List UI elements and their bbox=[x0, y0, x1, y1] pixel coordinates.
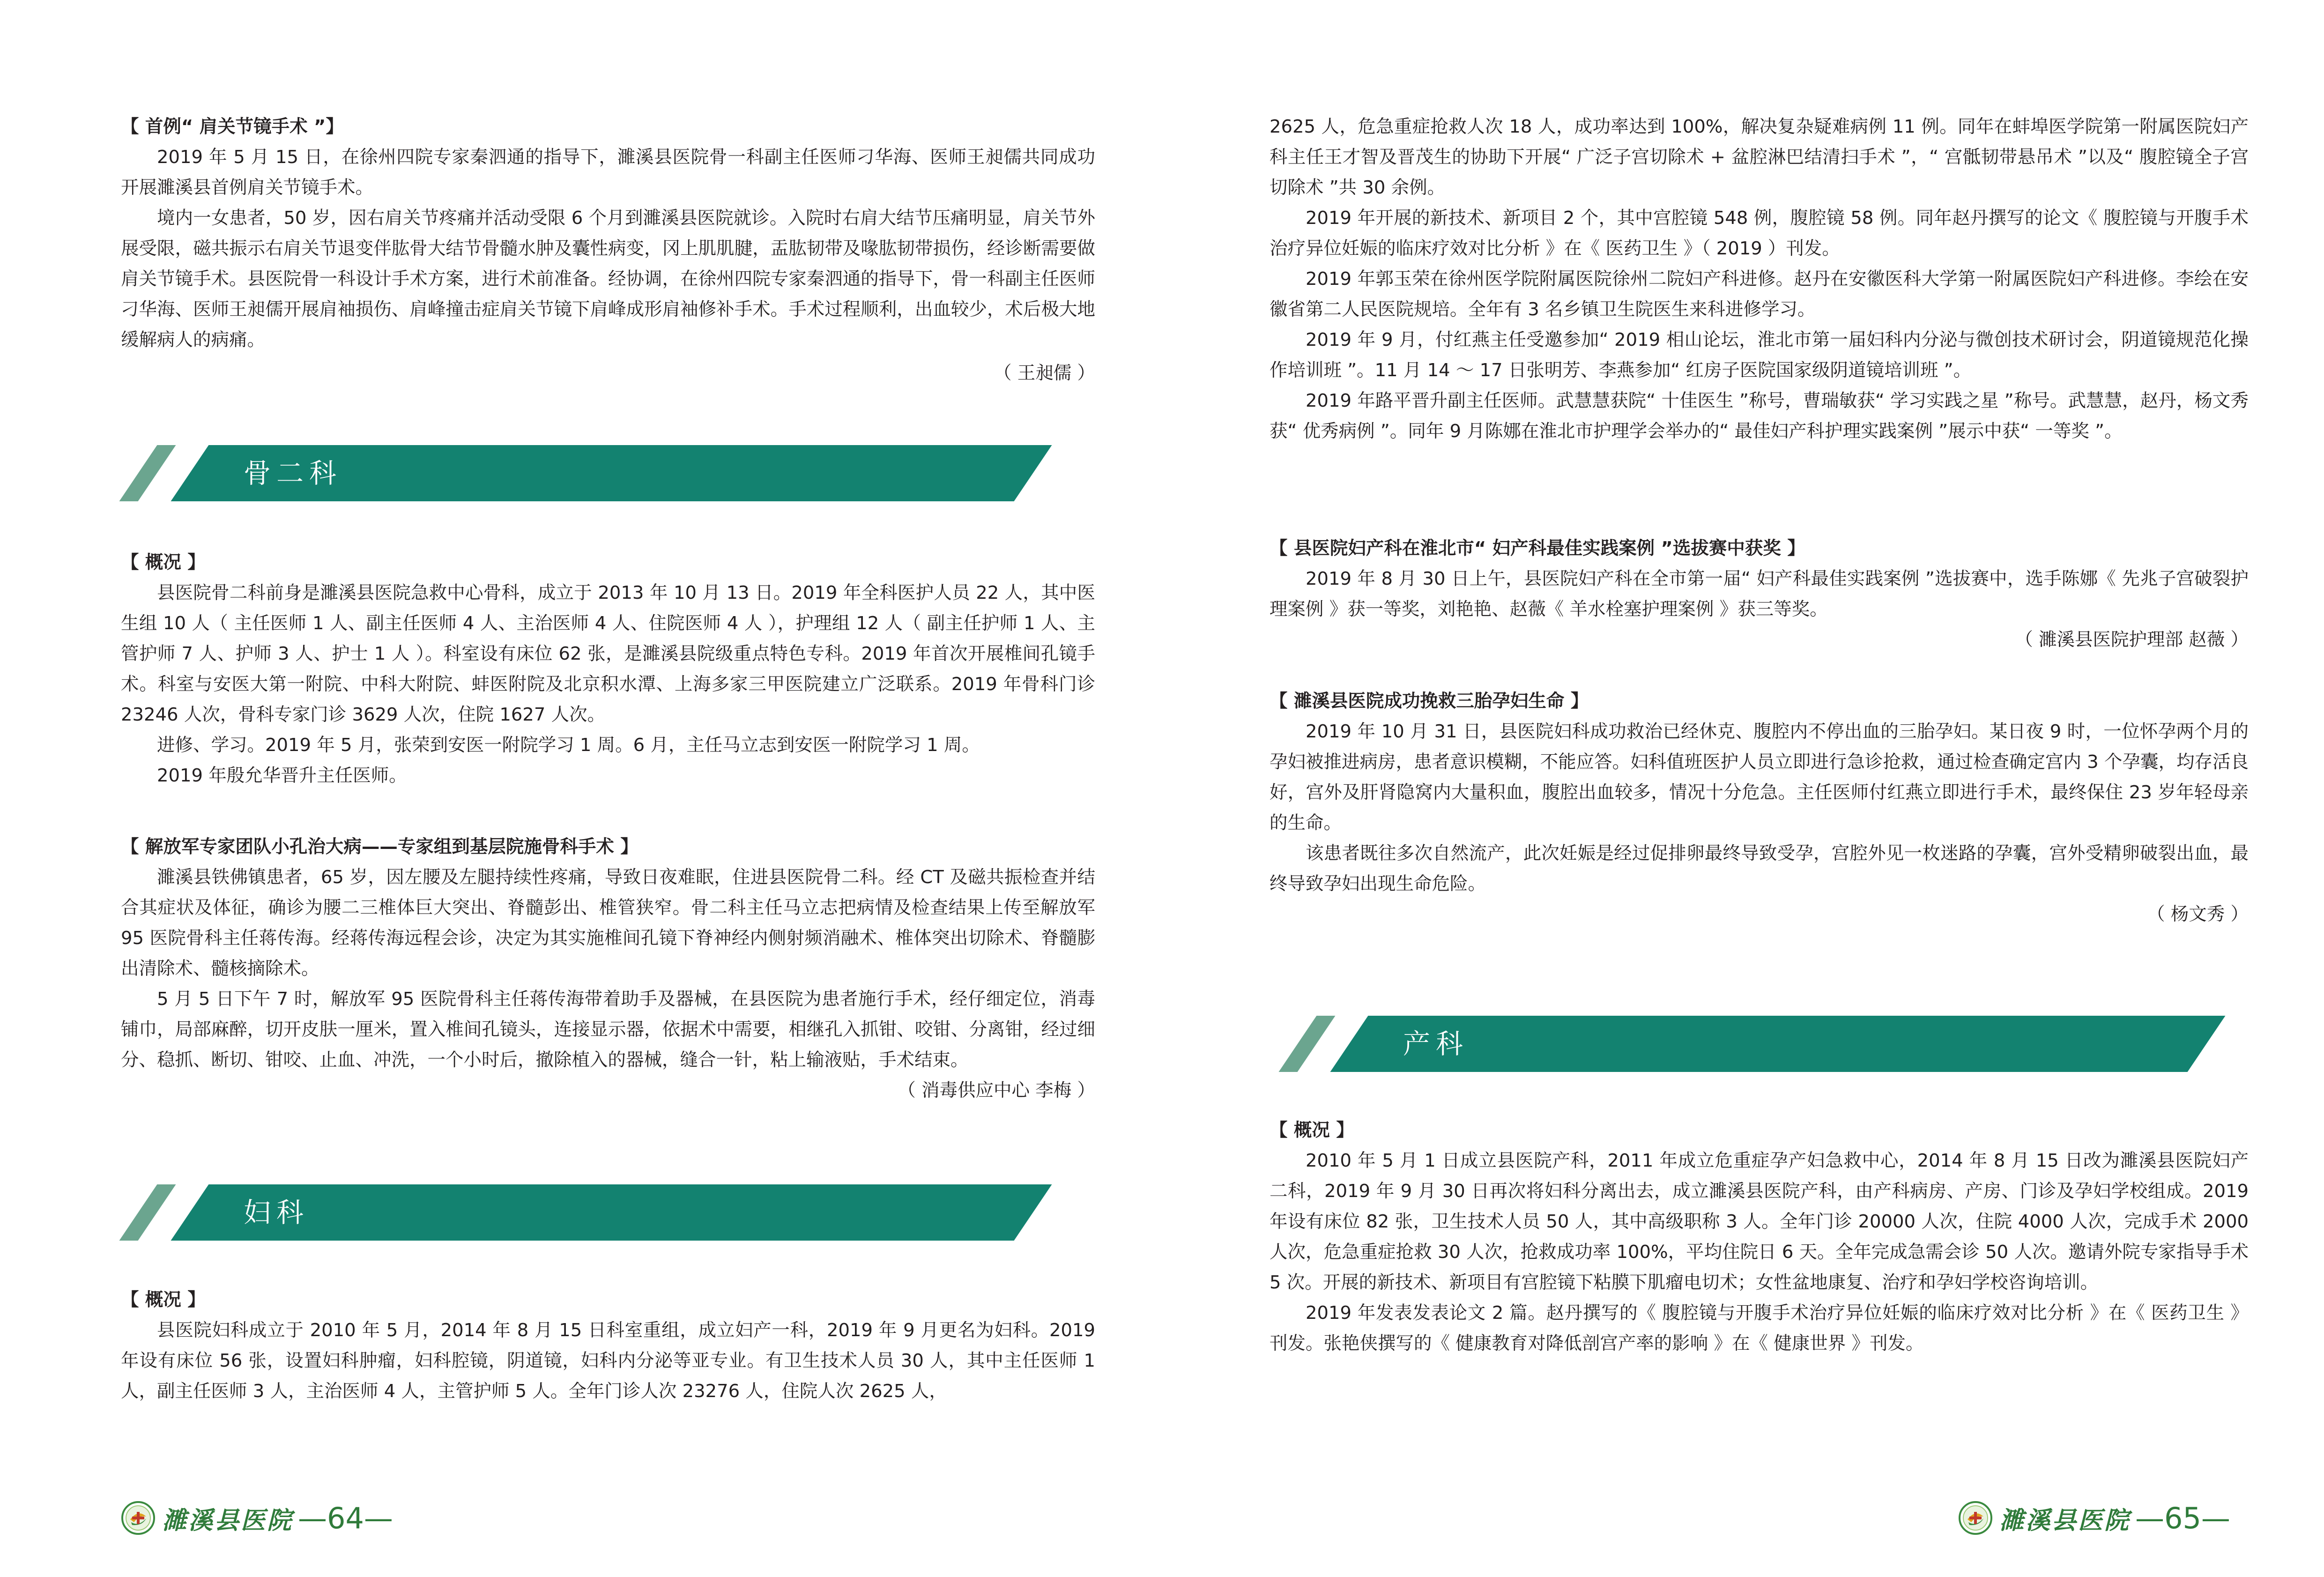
paragraph: 2625 人，危急重症抢救人次 18 人，成功率达到 100%，解决复杂疑难病例 11 例。同年在蚌埠医学院第一附属医院妇产科主任王才智及晋茂生的协助下开展“ 广泛子宫切除术 + 盆腔淋巴结清扫手术 ”，“ 宫骶韧带悬吊术 ”以及“ 腹腔镜全子宫切除术 ”共 30 余例。 bbox=[1270, 116, 2249, 198]
author-signature: （ 濉溪县医院护理部 赵薇 ） bbox=[2015, 629, 2249, 650]
banner-stripe bbox=[119, 1184, 176, 1241]
section-banner-chanke bbox=[1270, 1016, 2235, 1072]
section-heading: 【 概况 】 bbox=[121, 1289, 206, 1310]
section-heading: 【 概况 】 bbox=[121, 552, 206, 573]
section-heading: 【 解放军专家团队小孔治大病——专家组到基层院施骨科手术 】 bbox=[121, 836, 639, 857]
section-triplet-pregnancy-rescue bbox=[1270, 686, 2249, 930]
section-chanke-overview bbox=[1270, 1115, 2249, 1359]
page-footer bbox=[121, 1495, 393, 1541]
paragraph: 5 月 5 日下午 7 时，解放军 95 医院骨科主任蒋传海带着助手及器械，在县医院为患者施行手术，经仔细定位，消毒铺巾，局部麻醉，切开皮肤一厘米，置入椎间孔镜头，连接显示器，依据术中需要，相继孔入抓钳、咬钳、分离钳，经过细分、稳抓、断切、钳咬、止血、冲洗，一个小时后，撤除植入的器械，缝合一针，粘上输液贴，手术结束。 bbox=[121, 989, 1095, 1071]
hospital-brand: 濉溪县医院 bbox=[162, 1506, 294, 1535]
author-signature: （ 王昶儒 ） bbox=[994, 363, 1095, 384]
page-footer bbox=[1958, 1495, 2230, 1541]
banner-stripe bbox=[1279, 1016, 1336, 1072]
paragraph: 县医院骨二科前身是濉溪县医院急救中心骨科，成立于 2013 年 10 月 13 日。2019 年全科医护人员 22 人，其中医生组 10 人（ 主任医师 1 人、副主任医师 4 人、主治医师 4 人、住院医师 4 人 ），护理组 12 人（ 副主任护师 1 人、主管护师 7 人、护师 3 人、护士 1 人 ）。科室设有床位 62 张，是濉溪县院级重点特色专科。2019 年首次开展椎间孔镜手术。科室与安医大第一附院、中科大附院、蚌医附院及北京积水潭、上海多家三甲医院建立广泛联系。2019 年骨科门诊 23246 人次，骨科专家门诊 3629 人次，住院 1627 人次。 bbox=[121, 582, 1095, 725]
banner-stripe bbox=[119, 445, 176, 501]
section-pla-expert-surgery bbox=[121, 832, 1095, 1106]
paragraph: 2019 年路平晋升副主任医师。武慧慧获院“ 十佳医生 ”称号，曹瑞敏获“ 学习实践之星 ”称号。武慧慧，赵丹，杨文秀获“ 优秀病例 ”。同年 9 月陈娜在淮北市护理学会举办的“ 最佳妇产科护理实践案例 ”展示中获“ 一等奖 ”。 bbox=[1270, 390, 2249, 442]
hospital-emblem-icon bbox=[121, 1501, 156, 1535]
paragraph: 县医院妇科成立于 2010 年 5 月，2014 年 8 月 15 日科室重组，成立妇产一科，2019 年 9 月更名为妇科。2019 年设有床位 56 张，设置妇科肿瘤，妇科腔镜，阴道镜，妇科内分泌等亚专业。有卫生技术人员 30 人，其中主任医师 1 人，副主任医师 3 人，主治医师 4 人，主管护师 5 人。全年门诊人次 23276 人，住院人次 2625 人， bbox=[121, 1320, 1095, 1402]
section-heading: 【 概况 】 bbox=[1270, 1120, 1354, 1141]
section-heading: 【 首例“ 肩关节镜手术 ”】 bbox=[121, 116, 344, 137]
paragraph: 进修、学习。2019 年 5 月，张荣到安医一附院学习 1 周。6 月，主任马立志到安医一附院学习 1 周。 bbox=[157, 735, 980, 756]
section-nursing-case-award bbox=[1270, 533, 2249, 655]
paragraph: 2010 年 5 月 1 日成立县医院产科，2011 年成立危重症孕产妇急救中心，2014 年 8 月 15 日改为濉溪县医院妇产二科，2019 年 9 月 30 日再次将妇科分离出去，成立濉溪县医院产科，由产科病房、产房、门诊及孕妇学校组成。2019 年设有床位 82 张，卫生技术人员 50 人，其中高级职称 3 人。全年门诊 20000 人次，住院 4000 人次，完成手术 2000 人次，危急重症抢救 30 人次，抢救成功率 100%，平均住院日 6 天。全年完成急需会诊 50 人次。邀请外院专家指导手术 5 次。开展的新技术、新项目有宫腔镜下粘膜下肌瘤电切术；女性盆地康复、治疗和孕妇学校咨询培训。 bbox=[1270, 1150, 2249, 1293]
section-heading: 【 濉溪县医院成功挽救三胎孕妇生命 】 bbox=[1270, 691, 1589, 712]
paragraph: 该患者既往多次自然流产，此次妊娠是经过促排卵最终导致受孕，宫腔外见一枚迷路的孕囊，宫外受精卵破裂出血，最终导致孕妇出现生命危险。 bbox=[1270, 843, 2249, 894]
paragraph: 2019 年发表发表论文 2 篇。赵丹撰写的《 腹腔镜与开腹手术治疗异位妊娠的临床疗效对比分析 》在《 医药卫生 》刊发。张艳侠撰写的《 健康教育对降低剖宫产率的影响 》在《 健康世界 》刊发。 bbox=[1270, 1302, 2249, 1354]
paragraph: 2019 年开展的新技术、新项目 2 个，其中宫腔镜 548 例，腹腔镜 58 例。同年赵丹撰写的论文《 腹腔镜与开腹手术治疗异位妊娠的临床疗效对比分析 》在《 医药卫生 》（ 2019 ）刊发。 bbox=[1270, 208, 2249, 259]
paragraph: 境内一女患者，50 岁，因右肩关节疼痛并活动受限 6 个月到濉溪县医院就诊。入院时右肩大结节压痛明显，肩关节外展受限，磁共振示右肩关节退变伴肱骨大结节骨髓水肿及囊性病变，冈上肌肌腱，盂肱韧带及喙肱韧带损伤，经诊断需要做肩关节镜手术。县医院骨一科设计手术方案，进行术前准备。经协调，在徐州四院专家秦泗通的指导下，骨一科副主任医师刁华海、医师王昶儒开展肩袖损伤、肩峰撞击症肩关节镜下肩峰成形肩袖修补手术。手术过程顺利，出血较少，术后极大地缓解病人的病痛。 bbox=[121, 208, 1095, 350]
paragraph: 2019 年 9 月，付红燕主任受邀参加“ 2019 相山论坛，淮北市第一届妇科内分泌与微创技术研讨会，阴道镜规范化操作培训班 ”。11 月 14 ～ 17 日张明芳、李燕参加“ 红房子医院国家级阴道镜培训班 ”。 bbox=[1270, 329, 2249, 381]
paragraph: 2019 年郭玉荣在徐州医学院附属医院徐州二院妇产科进修。赵丹在安徽医科大学第一附属医院妇产科进修。李绘在安徽省第二人民医院规培。全年有 3 名乡镇卫生院医生来科进修学习。 bbox=[1270, 268, 2249, 320]
section-heading: 【 县医院妇产科在淮北市“ 妇产科最佳实践案例 ”选拔赛中获奖 】 bbox=[1270, 538, 1805, 559]
author-signature: （ 消毒供应中心 李梅 ） bbox=[898, 1080, 1095, 1101]
paragraph: 2019 年 8 月 30 日上午，县医院妇产科在全市第一届“ 妇产科最佳实践案例 ”选拔赛中，选手陈娜《 先兆子宫破裂护理案例 》获一等奖，刘艳艳、赵薇《 羊水栓塞护理案例 》获三等奖。 bbox=[1270, 568, 2249, 620]
section-fuke-continued bbox=[1270, 112, 2249, 446]
section-banner-guke2 bbox=[124, 445, 1061, 501]
section-guke2-overview bbox=[121, 547, 1095, 791]
page-65 bbox=[1162, 0, 2324, 1577]
author-signature: （ 杨文秀 ） bbox=[2147, 904, 2249, 925]
paragraph: 2019 年殷允华晋升主任医师。 bbox=[157, 765, 407, 786]
section-fuke-overview bbox=[121, 1285, 1095, 1406]
page-number: —65— bbox=[2135, 1501, 2230, 1535]
hospital-brand: 濉溪县医院 bbox=[1999, 1506, 2131, 1535]
hospital-emblem-icon bbox=[1958, 1501, 1993, 1535]
banner-title: 妇科 bbox=[244, 1197, 310, 1228]
paragraph: 濉溪县铁佛镇患者，65 岁，因左腰及左腿持续性疼痛，导致日夜难眠，住进县医院骨二科。经 CT 及磁共振检查并结合其症状及体征，确诊为腰二三椎体巨大突出、脊髓彭出、椎管狭窄。骨二科主任马立志把病情及检查结果上传至解放军 95 医院骨科主任蒋传海。经蒋传海远程会诊，决定为其实施椎间孔镜下脊神经内侧射频消融术、椎体突出切除术、脊髓膨出清除术、髓核摘除术。 bbox=[121, 867, 1095, 979]
section-banner-fuke bbox=[124, 1184, 1061, 1241]
banner-title: 产科 bbox=[1403, 1028, 1469, 1060]
banner-title: 骨二科 bbox=[244, 457, 342, 489]
page-number: —64— bbox=[298, 1501, 393, 1535]
paragraph: 2019 年 5 月 15 日，在徐州四院专家秦泗通的指导下，濉溪县医院骨一科副主任医师刁华海、医师王昶儒共同成功开展濉溪县首例肩关节镜手术。 bbox=[121, 147, 1095, 198]
paragraph: 2019 年 10 月 31 日，县医院妇科成功救治已经休克、腹腔内不停出血的三胎孕妇。某日夜 9 时，一位怀孕两个月的孕妇被推进病房，患者意识模糊，不能应答。妇科值班医护人员立即进行急诊抢救，通过检查确定宫内 3 个孕囊，均存活良好，宫外及肝肾隐窝内大量积血，腹腔出血较多，情况十分危急。主任医师付红燕立即进行手术，最终保住 23 岁年轻母亲的生命。 bbox=[1270, 721, 2249, 833]
section-shoulder-arthroscopy bbox=[121, 112, 1095, 388]
